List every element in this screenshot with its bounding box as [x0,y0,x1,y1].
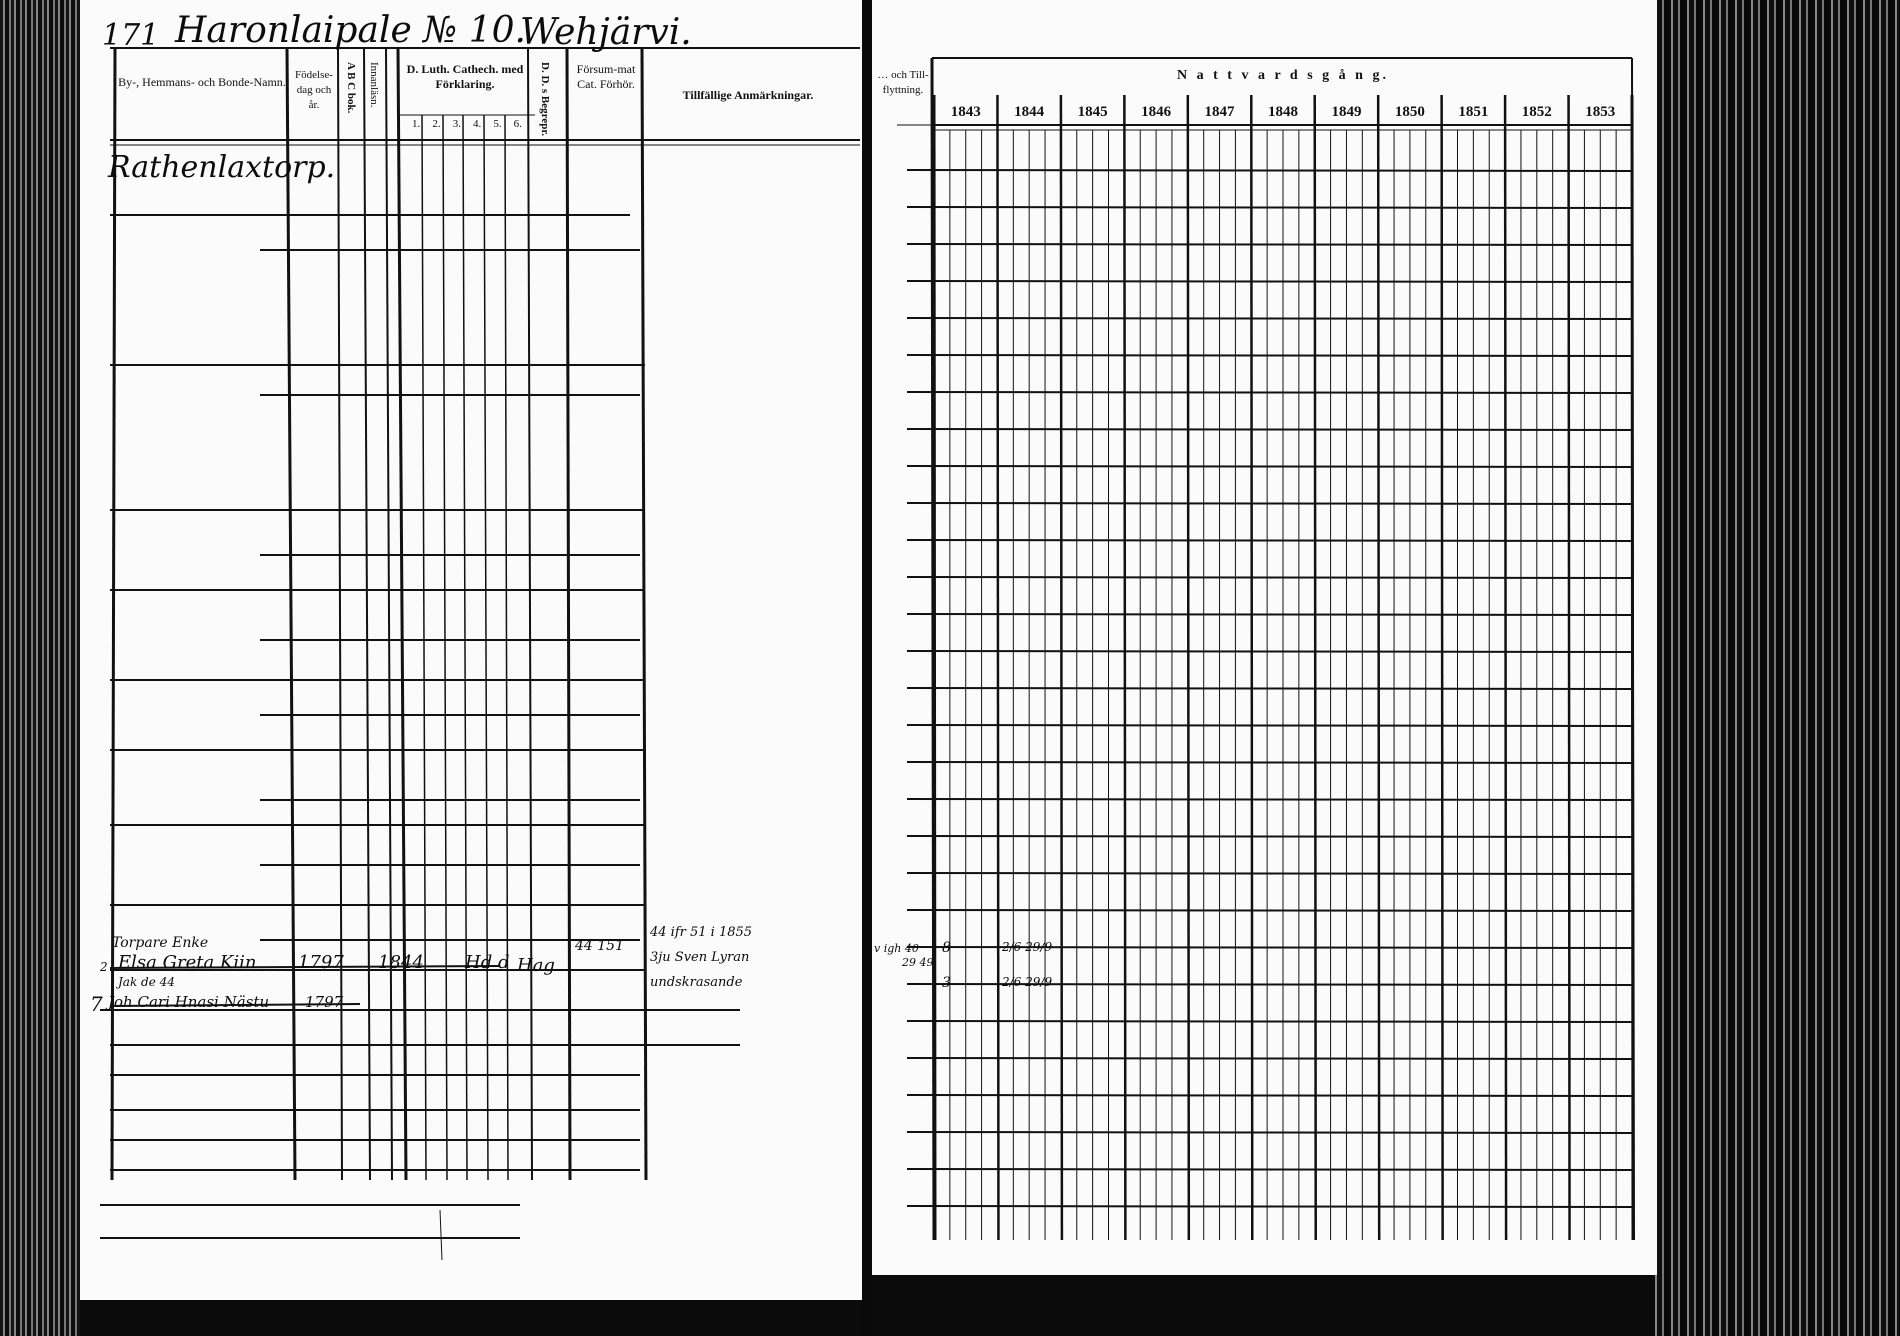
col-abc-header: A B C bok. [345,62,357,114]
right-ledger-grid [872,0,1657,1275]
year-1844: 1844 [1014,104,1045,120]
ledger-row-line [907,503,1632,504]
commun-1844-b: 2/6 29/9 [1002,975,1053,989]
entry-1-number: 2 [100,960,108,974]
ledger-row-line [907,1169,1632,1170]
ledger-row-line [907,1132,1632,1133]
luth-num: 2. [432,118,441,130]
place-name: Rathenlaxtorp. [108,150,336,185]
luth-num: 6. [513,118,522,130]
right-page [872,0,1657,1275]
year-1853: 1853 [1585,104,1616,120]
col-birth-header: Födelse-dag och år. [295,69,333,111]
col-natt-header: N a t t v a r d s g å n g. [1177,68,1389,83]
film-edge-left [0,0,80,1336]
page-number: 171 [102,18,160,53]
left-ledger-grid [80,0,865,1300]
ledger-row-line [907,466,1632,467]
ledger-row-line [907,318,1632,319]
village-heading: Wehjärvi. [520,12,692,53]
luth-num: 1. [412,118,421,130]
ledger-row-line [907,207,1632,208]
ledger-row-line [907,688,1632,689]
year-1848: 1848 [1267,104,1298,120]
col-forsum-header: Försum-mat Cat. Förhör. [576,62,636,91]
entry-1-remark-1: 44 ifr 51 i 1855 [650,925,753,940]
year-1850: 1850 [1394,104,1425,120]
year-1849: 1849 [1331,104,1362,120]
entry-1-remark-3: undskrasande [650,975,743,990]
luth-num: 3. [452,118,461,130]
col-luth-header: D. Luth. Cathech. med Förklaring. [406,62,524,91]
col-remarks-header: Tillfällige Anmärkningar. [682,88,814,102]
col-dd-header: D. D. s Begrepr. [539,62,551,136]
year-divider [1188,95,1189,1240]
year-divider [1569,95,1570,1240]
ledger-row-line [907,392,1632,393]
ledger-row-line [907,725,1632,726]
year-divider [1442,95,1443,1240]
ledger-row-line [907,429,1632,430]
farm-heading: Haronlaipale № 10. [175,10,526,51]
year-divider [1061,95,1062,1240]
entry-1-birth: 1797 [298,952,344,973]
entry-1-status: Torpare Enke [112,935,209,951]
entry-1-abc: 1844 [378,952,424,973]
year-1851: 1851 [1458,104,1489,120]
entry-1-begr: Hag [517,955,555,976]
entry-2-number: 7 [90,992,103,1016]
entry-2-birth: 1797 [305,993,344,1011]
ledger-row-line [907,1021,1632,1022]
ledger-row-line [907,836,1632,837]
flytt-note-2: 29 49 [902,956,934,969]
year-header-row [934,104,1632,121]
flytt-note-1: v igh 40 [874,942,919,955]
col-name-header: By-, Hemmans- och Bonde-Namn. [118,75,286,89]
year-divider [1632,95,1633,1240]
entry-1-name: Elsa Greta Kiin [118,952,257,973]
ledger-row-line [907,1095,1632,1096]
entry-1-forsum: 44 151 [575,938,624,954]
ledger-row-line [907,910,1632,911]
entry-2-name: Joh Cari Hnasi Nästu [108,993,270,1011]
year-1847: 1847 [1204,104,1235,120]
ledger-row-line [907,355,1632,356]
ledger-row-line [907,170,1632,171]
year-1845: 1845 [1077,104,1108,120]
entry-1-marks: Hd d [465,952,510,973]
commun-1844-a: 2/6 29/9 [1002,940,1053,954]
year-divider [1315,95,1316,1240]
ledger-row-line [907,244,1632,245]
year-divider [1378,95,1379,1240]
luth-number-row [406,118,528,130]
film-edge-right [1655,0,1900,1336]
left-page [80,0,865,1300]
luth-num: 4. [473,118,482,130]
commun-1843-b: 3 [942,975,951,991]
entry-1-sub: Jak de 44 [118,975,175,989]
ledger-row-line [907,1058,1632,1059]
year-divider [1505,95,1506,1240]
ledger-row-line [907,1206,1632,1207]
ledger-row-line [907,873,1632,874]
ledger-row-line [907,799,1632,800]
ledger-row-line [907,614,1632,615]
col-flytt-header: … och Till-flyttning. [877,69,929,96]
ledger-row-line [907,651,1632,652]
commun-1843-a: 8 [942,940,951,956]
entry-1-remark-2: 3ju Sven Lyran [650,950,750,965]
year-divider [1251,95,1252,1240]
year-divider [997,95,998,1240]
ledger-row-line [907,762,1632,763]
ledger-row-line [907,281,1632,282]
year-1843: 1843 [950,104,981,120]
year-1846: 1846 [1141,104,1172,120]
ledger-row-line [907,577,1632,578]
year-divider [934,95,935,1240]
ledger-row-line [907,540,1632,541]
col-innanlas-header: Innanläsn. [368,62,380,108]
luth-num: 5. [493,118,502,130]
year-divider [1124,95,1125,1240]
year-1852: 1852 [1521,104,1552,120]
